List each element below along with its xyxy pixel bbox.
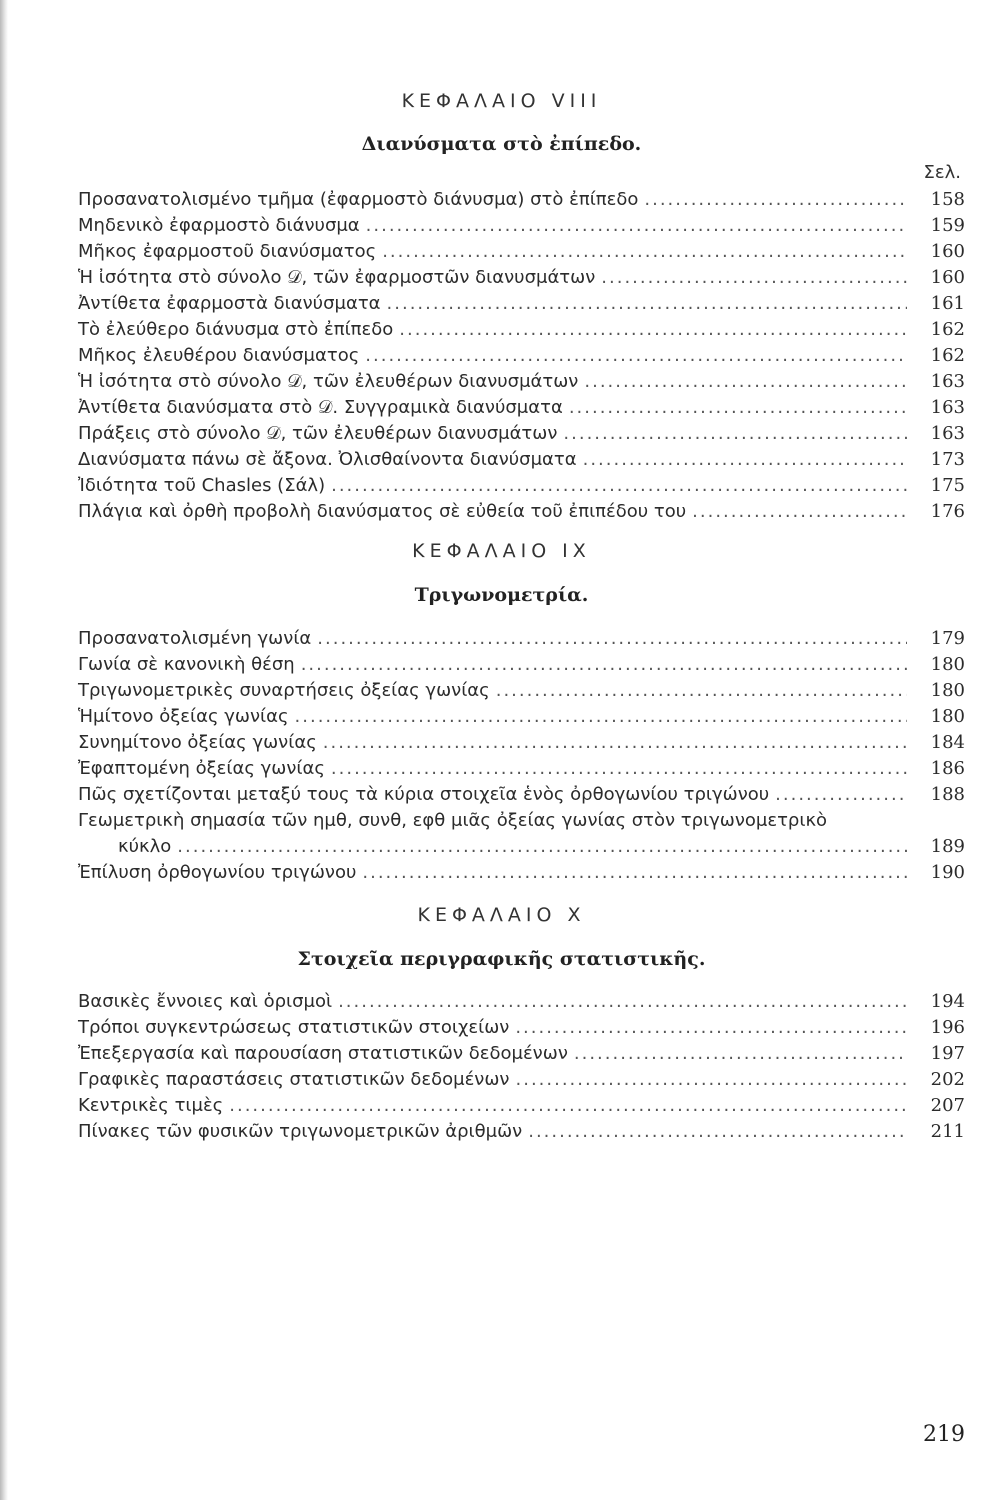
toc-entry[interactable]: Διανύσματα πάνω σὲ ἄξονα. Ὀλισθαίνοντα διανύσματα ..... 173 <box>78 447 965 473</box>
chapter-title-ix: Τριγωνομετρία. <box>414 584 589 606</box>
toc-entry[interactable]: Γεωμετρικὴ σημασία τῶν ημθ, συνθ, εφθ μιᾶς ὀξείας γωνίας στὸν τριγωνομετρικὸ <box>78 810 828 831</box>
page-number: 188 <box>930 784 965 805</box>
page-number: 184 <box>930 732 965 753</box>
toc-entry[interactable]: Προσανατολισμένο τμῆμα (ἐφαρμοστὸ διάνυσμα) στὸ ἐπίπεδο ..... 158 <box>78 187 965 213</box>
page-number: 194 <box>930 991 965 1012</box>
page-number: 162 <box>930 319 965 340</box>
toc-entry[interactable]: Πλάγια καὶ ὀρθὴ προβολὴ διανύσματος σὲ εὐθεία τοῦ ἐπιπέδου του ..... 176 <box>78 499 965 525</box>
toc-entry[interactable]: Γωνία σὲ κανονικὴ θέση ..... 180 <box>78 652 965 678</box>
page-number: 162 <box>930 345 965 366</box>
toc-entry[interactable]: Ἡ ἰσότητα στὸ σύνολο 𝒟, τῶν ἐφαρμοστῶν διανυσμάτων ..... 160 <box>78 265 965 291</box>
page-number: 207 <box>930 1095 965 1116</box>
chapter-title-x: Στοιχεῖα περιγραφικῆς στατιστικῆς. <box>297 948 706 970</box>
toc-entry[interactable]: Ἀντίθετα διανύσματα στὸ 𝒟. Συγγραμικὰ διανύσματα ..... 163 <box>78 395 965 421</box>
toc-entry[interactable]: Ἐπεξεργασία καὶ παρουσίαση στατιστικῶν δεδομένων ..... 197 <box>78 1041 965 1067</box>
toc-entry[interactable]: Συνημίτονο ὀξείας γωνίας ..... 184 <box>78 730 965 756</box>
page-number: 160 <box>930 267 965 288</box>
page-number: 180 <box>930 680 965 701</box>
toc-entry[interactable]: Ἐπίλυση ὀρθογωνίου τριγώνου ..... 190 <box>78 860 965 886</box>
toc-entry[interactable]: Γραφικὲς παραστάσεις στατιστικῶν δεδομένων ..... 202 <box>78 1067 965 1093</box>
chapter-heading-viii: ΚΕΦΑΛΑΙΟ VIII <box>401 90 602 112</box>
toc-entry[interactable]: Ἰδιότητα τοῦ Chasles (Σάλ) ..... 175 <box>78 473 965 499</box>
page-number: 190 <box>930 862 965 883</box>
toc-entry[interactable]: Μῆκος ἐφαρμοστοῦ διανύσματος ..... 160 <box>78 239 965 265</box>
page-number: 186 <box>930 758 965 779</box>
page-number: 163 <box>930 397 965 418</box>
toc-entry[interactable]: Ἡ ἰσότητα στὸ σύνολο 𝒟, τῶν ἐλευθέρων διανυσμάτων ..... 163 <box>78 369 965 395</box>
page-column-label: Σελ. <box>923 162 961 183</box>
page-number: 179 <box>930 628 965 649</box>
page-number: 176 <box>930 501 965 522</box>
page-number: 160 <box>930 241 965 262</box>
page-number: 158 <box>930 189 965 210</box>
toc-entry-continuation[interactable]: κύκλο ..... 189 <box>78 834 965 860</box>
toc-entry[interactable]: Ἀντίθετα ἐφαρμοστὰ διανύσματα ..... 161 <box>78 291 965 317</box>
toc-section-ix <box>78 626 965 886</box>
page-number: 202 <box>930 1069 965 1090</box>
toc-entry[interactable]: Πῶς σχετίζονται μεταξύ τους τὰ κύρια στοιχεῖα ἑνὸς ὀρθογωνίου τριγώνου ..... 188 <box>78 782 965 808</box>
page-number: 173 <box>930 449 965 470</box>
toc-section-viii <box>78 187 965 525</box>
toc-section-x <box>78 989 965 1145</box>
page-number: 163 <box>930 423 965 444</box>
page-number: 175 <box>930 475 965 496</box>
page-binding-edge <box>0 0 8 1500</box>
toc-entry[interactable]: Κεντρικὲς τιμὲς ..... 207 <box>78 1093 965 1119</box>
page-number: 163 <box>930 371 965 392</box>
chapter-title-viii: Διανύσματα στὸ ἐπίπεδο. <box>361 133 642 155</box>
toc-entry[interactable]: Μηδενικὸ ἐφαρμοστὸ διάνυσμα ..... 159 <box>78 213 965 239</box>
page-number: 180 <box>930 706 965 727</box>
page-number: 180 <box>930 654 965 675</box>
page-number: 161 <box>930 293 965 314</box>
page-number: 189 <box>930 836 965 857</box>
chapter-heading-x: ΚΕΦΑΛΑΙΟ X <box>417 904 586 926</box>
toc-entry[interactable]: Τὸ ἐλεύθερο διάνυσμα στὸ ἐπίπεδο ..... 162 <box>78 317 965 343</box>
toc-entry[interactable]: Πίνακες τῶν φυσικῶν τριγωνομετρικῶν ἀριθμῶν ..... 211 <box>78 1119 965 1145</box>
page-number: 196 <box>930 1017 965 1038</box>
page-number: 197 <box>930 1043 965 1064</box>
page-number: 159 <box>930 215 965 236</box>
toc-entry[interactable]: Πράξεις στὸ σύνολο 𝒟, τῶν ἐλευθέρων διανυσμάτων ..... 163 <box>78 421 965 447</box>
toc-entry[interactable]: Τρόποι συγκεντρώσεως στατιστικῶν στοιχείων ..... 196 <box>78 1015 965 1041</box>
toc-entry[interactable]: Ἡμίτονο ὀξείας γωνίας ..... 180 <box>78 704 965 730</box>
page-folio-number: 219 <box>923 1422 965 1447</box>
chapter-heading-ix: ΚΕΦΑΛΑΙΟ IX <box>412 540 591 562</box>
toc-entry[interactable]: Τριγωνομετρικὲς συναρτήσεις ὀξείας γωνίας ..... 180 <box>78 678 965 704</box>
page-number: 211 <box>930 1121 965 1142</box>
toc-entry[interactable]: Προσανατολισμένη γωνία ..... 179 <box>78 626 965 652</box>
toc-entry[interactable]: Ἐφαπτομένη ὀξείας γωνίας ..... 186 <box>78 756 965 782</box>
toc-entry[interactable]: Μῆκος ἐλευθέρου διανύσματος ..... 162 <box>78 343 965 369</box>
toc-entry[interactable]: Βασικὲς ἔννοιες καὶ ὁρισμοὶ ..... 194 <box>78 989 965 1015</box>
